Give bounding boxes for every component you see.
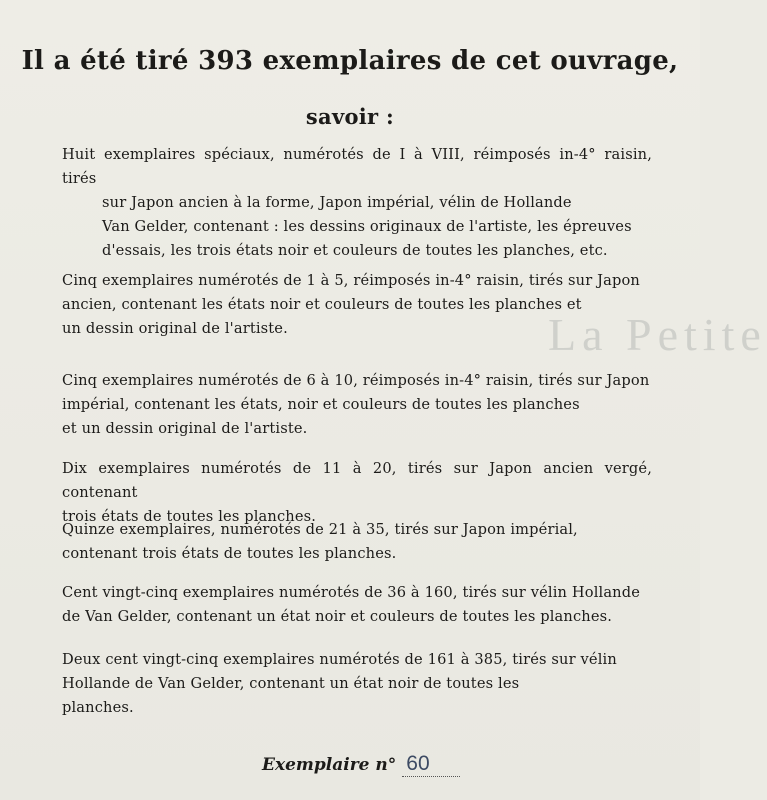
paragraph-line: Deux cent vingt-cinq exemplaires numérotés de 161 à 385, tirés sur vélin bbox=[62, 651, 617, 668]
exemplaire-label: Exemplaire n° bbox=[262, 755, 397, 775]
paragraph-line: Quinze exemplaires, numérotés de 21 à 35, tirés sur Japon impérial, bbox=[62, 521, 578, 538]
paragraph-line: contenant trois états de toutes les planches. bbox=[62, 545, 397, 562]
paragraph-line: Huit exemplaires spéciaux, numérotés de I à VIII, réimposés in-4° raisin, tirés bbox=[62, 146, 652, 187]
paragraph-line: planches. bbox=[62, 699, 134, 716]
paragraph-line: Cinq exemplaires numérotés de 1 à 5, réimposés in-4° raisin, tirés sur Japon bbox=[62, 272, 640, 289]
edition-paragraph-2 bbox=[62, 269, 652, 341]
paragraph-line: trois états de toutes les planches. bbox=[62, 508, 317, 525]
exemplaire-number: 60 bbox=[402, 752, 460, 777]
paragraph-line: Hollande de Van Gelder, contenant un état noir de toutes les bbox=[62, 675, 520, 692]
paragraph-line: de Van Gelder, contenant un état noir et couleurs de toutes les planches. bbox=[62, 608, 613, 625]
edition-paragraph-6 bbox=[62, 581, 652, 629]
edition-paragraph-1 bbox=[62, 143, 652, 263]
page-title: Il a été tiré 393 exemplaires de cet ouvrage, bbox=[21, 46, 679, 76]
paragraph-line: Van Gelder, contenant : les dessins originaux de l'artiste, les épreuves bbox=[102, 218, 632, 235]
paragraph-line: Cinq exemplaires numérotés de 6 à 10, réimposés in-4° raisin, tirés sur Japon bbox=[62, 372, 650, 389]
paragraph-line: d'essais, les trois états noir et couleurs de toutes les planches, etc. bbox=[102, 242, 608, 259]
edition-paragraph-5 bbox=[62, 518, 652, 566]
paragraph-line: impérial, contenant les états, noir et couleurs de toutes les planches bbox=[62, 396, 580, 413]
paragraph-line: un dessin original de l'artiste. bbox=[62, 320, 288, 337]
paragraph-line: Dix exemplaires numérotés de 11 à 20, tirés sur Japon ancien vergé, contenant bbox=[62, 460, 652, 501]
paragraph-line: Cent vingt-cinq exemplaires numérotés de 36 à 160, tirés sur vélin Hollande bbox=[62, 584, 641, 601]
paragraph-line: et un dessin original de l'artiste. bbox=[62, 420, 308, 437]
edition-paragraph-7 bbox=[62, 648, 652, 720]
paragraph-line: ancien, contenant les états noir et couleurs de toutes les planches et bbox=[62, 296, 582, 313]
page-subtitle: savoir : bbox=[305, 104, 395, 129]
exemplaire-line bbox=[262, 752, 460, 777]
edition-paragraph-3 bbox=[62, 369, 652, 441]
paragraph-line: sur Japon ancien à la forme, Japon impérial, vélin de Hollande bbox=[102, 194, 572, 211]
show-through-text: La Petite bbox=[548, 309, 767, 360]
